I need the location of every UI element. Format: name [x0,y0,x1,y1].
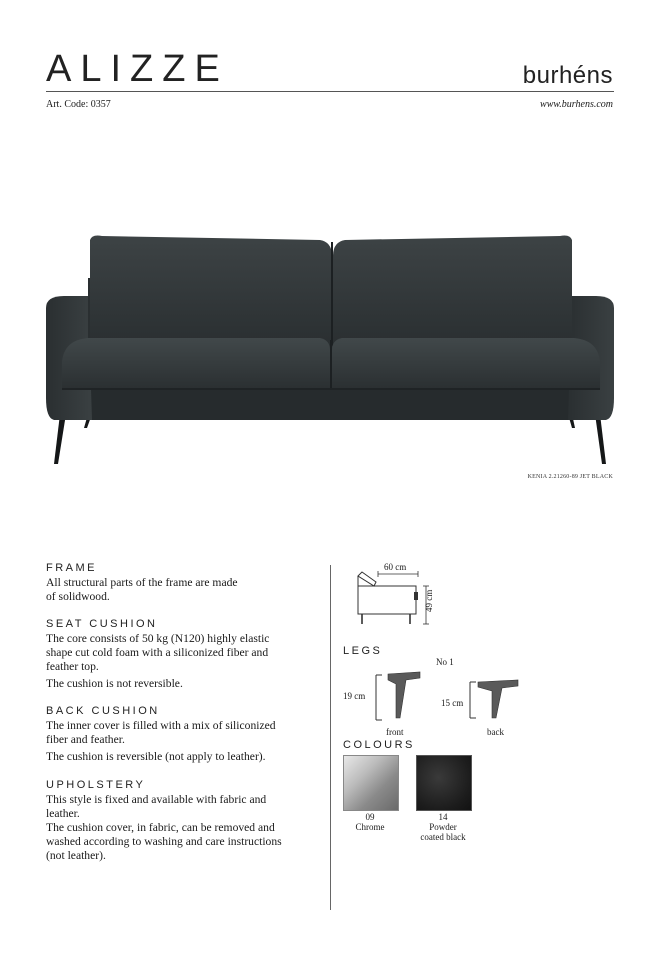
swatch-name: Powder [429,822,457,832]
seat-cushion-line: The core consists of 50 kg (N120) highly elastic [46,632,270,645]
chrome-swatch[interactable] [343,755,399,811]
frame-heading: FRAME [46,562,97,574]
seat-cushion-line: shape cut cold foam with a siliconized fiber and [46,646,269,659]
back-cushion-line: fiber and feather. [46,733,125,746]
back-cushion-heading: BACK CUSHION [46,705,160,717]
colours-heading: COLOURS [343,739,415,751]
upholstery-line: (not leather). [46,849,106,862]
back-leg-label: back [487,727,504,737]
upholstery-line: This style is fixed and available with fabric and [46,793,267,806]
seat-cushion-line: feather top. [46,660,99,673]
website-link[interactable]: www.burhens.com [540,99,613,110]
upholstery-text [46,793,282,863]
article-code: Art. Code: 0357 [46,99,111,110]
column-divider [330,565,331,910]
swatch-code: 09 [365,812,375,822]
upholstery-line: washed according to washing and care instructions [46,835,282,848]
black-swatch[interactable] [416,755,472,811]
back-cushion-text [46,719,276,764]
brand-logo: burhéns [522,62,613,89]
legs-heading: LEGS [343,645,383,657]
back-leg-height: 15 cm [441,698,464,708]
frame-text [46,576,238,604]
front-leg-label: front [386,727,404,737]
chrome-swatch-label [343,812,397,832]
height-dimension: 49 cm [424,589,434,612]
product-title: ALIZZE [46,48,229,90]
frame-line: All structural parts of the frame are made [46,576,238,589]
depth-dimension: 60 cm [384,562,407,572]
upholstery-line: The cushion cover, in fabric, can be removed and [46,821,275,834]
seat-cushion-note: The cushion is not reversible. [46,677,183,690]
back-cushion-line: The inner cover is filled with a mix of siliconized [46,719,276,732]
upholstery-heading: UPHOLSTERY [46,779,146,791]
seat-cushion-text [46,632,269,691]
black-swatch-label [406,812,480,842]
front-leg-drawing [370,670,430,725]
frame-line: of solidwood. [46,590,110,603]
leg-model: No 1 [436,657,454,667]
header-divider [46,91,614,92]
swatch-name: Chrome [355,822,385,832]
swatch-name-line2: coated black [420,832,466,842]
back-leg-drawing [468,678,524,723]
swatch-code: 14 [438,812,448,822]
photo-caption: KENIA 2.21260-89 JET BLACK [527,474,613,480]
front-leg-height: 19 cm [343,691,366,701]
seat-cushion-heading: SEAT CUSHION [46,618,158,630]
back-cushion-note: The cushion is reversible (not apply to leather). [46,750,266,763]
sofa-photo [40,228,620,468]
upholstery-line: leather. [46,807,80,820]
